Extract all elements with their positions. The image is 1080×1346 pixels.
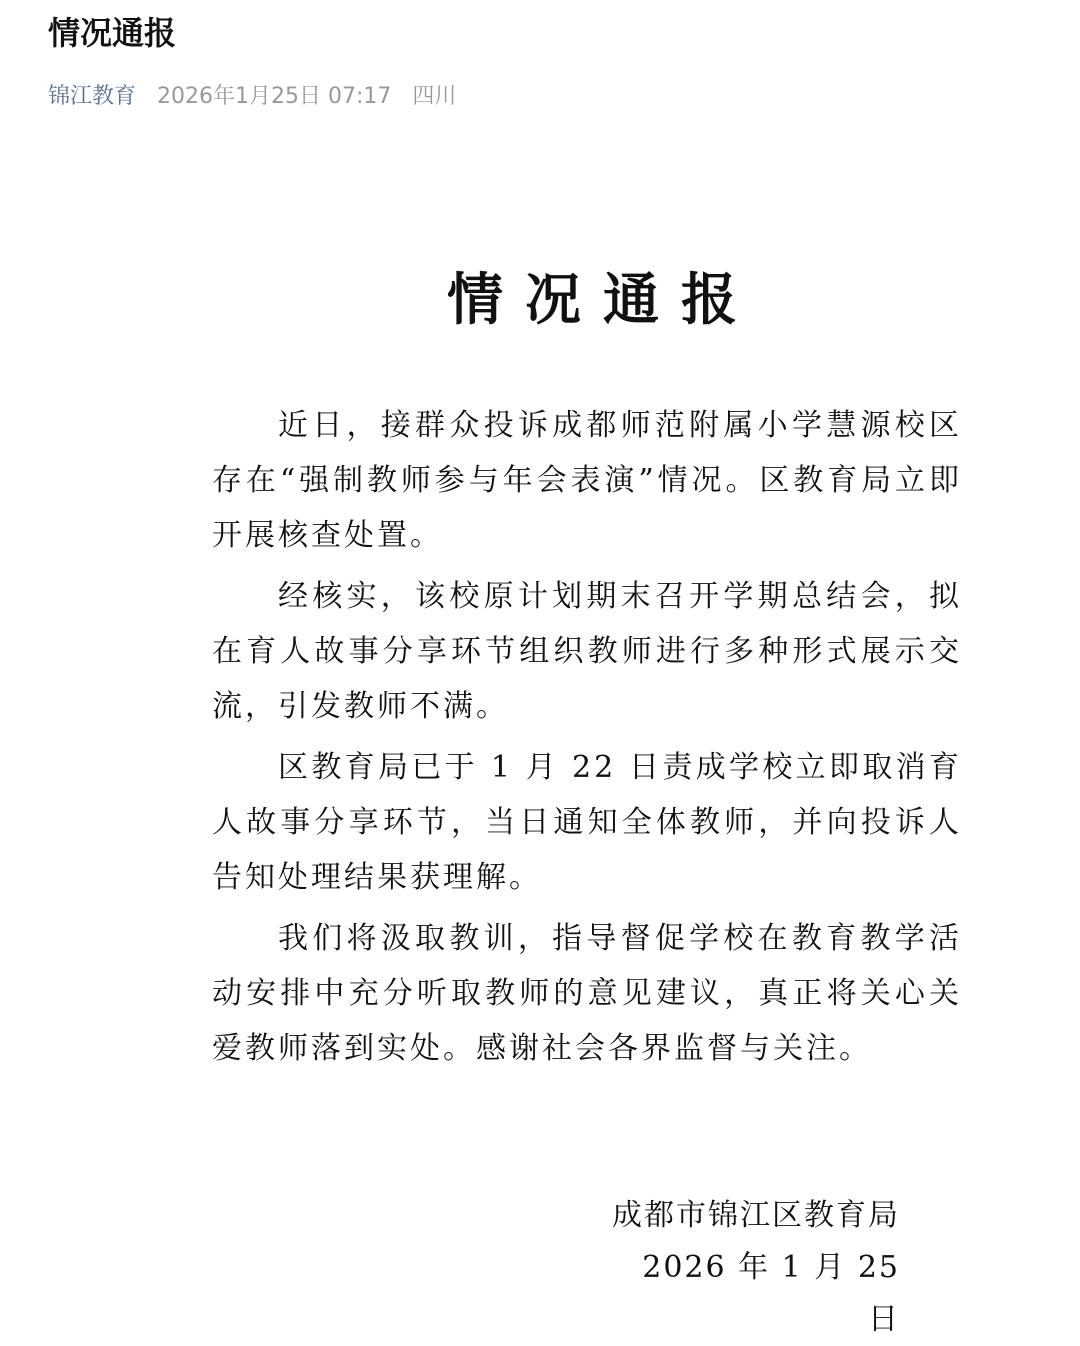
notice-signature	[600, 1190, 900, 1346]
notice-document	[212, 260, 972, 1082]
notice-paragraph: 区教育局已于 1 月 22 日责成学校立即取消育人故事分享环节，当日通知全体教师，并向投诉人告知处理结果获理解。	[212, 750, 962, 895]
notice-heading: 情况通报	[447, 267, 759, 333]
article-header	[48, 10, 1040, 112]
notice-paragraph: 经核实，该校原计划期末召开学期总结会，拟在育人故事分享环节组织教师进行多种形式展示交流，引发教师不满。	[212, 579, 962, 724]
signature-date: 2026 年 1 月 25 日	[642, 1250, 900, 1337]
publish-location: 四川	[412, 84, 457, 109]
publish-date: 2026年1月25日 07:17	[157, 84, 392, 109]
article-title: 情况通报	[48, 14, 177, 52]
notice-body	[212, 398, 962, 1076]
article-meta	[48, 82, 1040, 112]
account-name-link[interactable]: 锦江教育	[48, 84, 137, 109]
signature-org: 成都市锦江区教育局	[612, 1198, 900, 1233]
notice-paragraph: 我们将汲取教训，指导督促学校在教育教学活动安排中充分听取教师的意见建议，真正将关心关爱教师落到实处。感谢社会各界监督与关注。	[212, 921, 962, 1066]
notice-paragraph: 近日，接群众投诉成都师范附属小学慧源校区存在“强制教师参与年会表演”情况。区教育局立即开展核查处置。	[212, 408, 962, 553]
